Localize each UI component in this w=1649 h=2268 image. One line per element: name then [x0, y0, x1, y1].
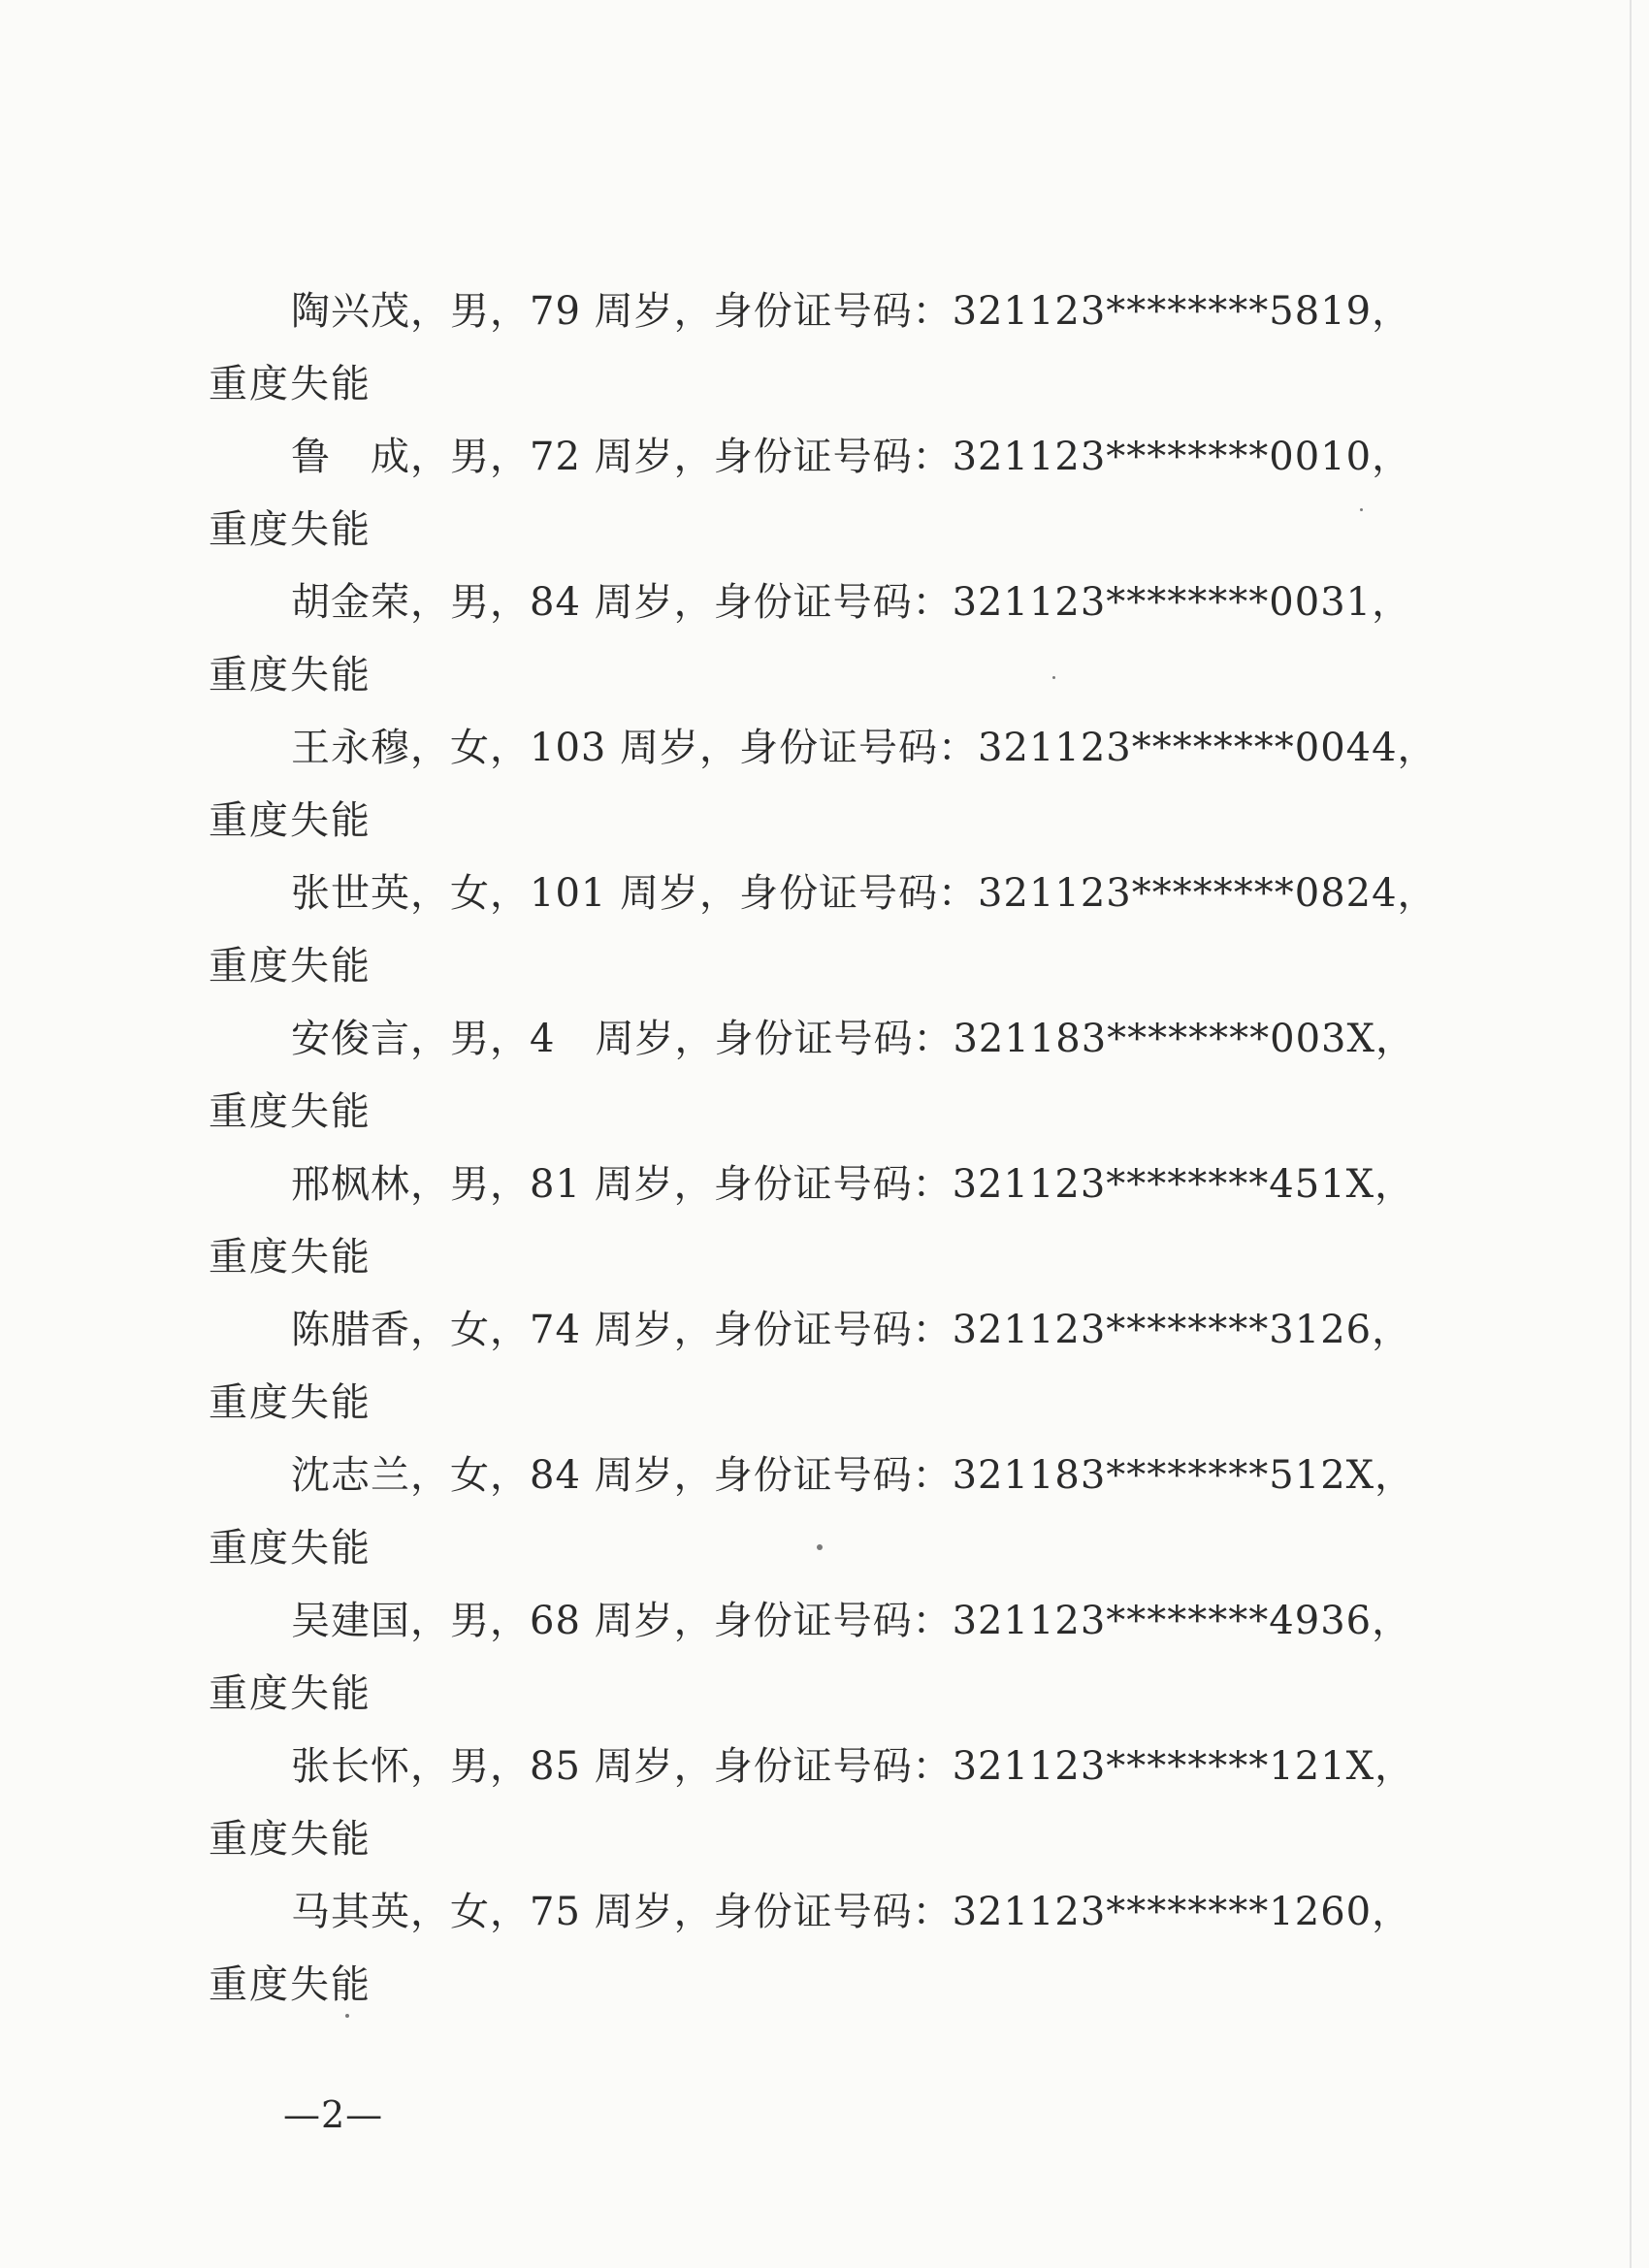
scan-speck [1052, 676, 1055, 679]
entry-status: 重度失能 [209, 1817, 372, 1862]
entry-status: 重度失能 [209, 1380, 372, 1425]
list-item [209, 1587, 1412, 1733]
entry-status: 重度失能 [209, 1962, 372, 2007]
entry-details: 张世英，女，101 周岁，身份证号码：321123********0824， [291, 871, 1438, 916]
list-item [209, 423, 1412, 568]
list-item [209, 1150, 1415, 1296]
entry-details: 鲁 成，男，72 周岁，身份证号码：321123********0010， [291, 435, 1412, 479]
entry-details: 安俊言，男，4 周岁，身份证号码：321183********003X， [291, 1017, 1415, 1061]
page-number: —2— [283, 2093, 384, 2136]
entry-details: 沈志兰，女，84 周岁，身份证号码：321183********512X， [291, 1453, 1415, 1498]
scan-edge [1630, 0, 1632, 2268]
list-item [209, 1878, 1412, 2024]
entry-status: 重度失能 [209, 1235, 372, 1280]
list-item [209, 859, 1438, 1005]
entry-details: 陶兴茂，男，79 周岁，身份证号码：321123********5819， [291, 289, 1412, 334]
entry-status: 重度失能 [209, 1671, 372, 1716]
entry-details: 陈腊香，女，74 周岁，身份证号码：321123********3126， [291, 1308, 1412, 1352]
entry-status: 重度失能 [209, 1089, 372, 1134]
entry-details: 胡金荣，男，84 周岁，身份证号码：321123********0031， [291, 580, 1412, 625]
entry-details: 吴建国，男，68 周岁，身份证号码：321123********4936， [291, 1599, 1412, 1643]
entry-details: 张长怀，男，85 周岁，身份证号码：321123********121X， [291, 1744, 1415, 1789]
entry-status: 重度失能 [209, 944, 372, 988]
list-item [209, 1442, 1415, 1587]
entry-status: 重度失能 [209, 507, 372, 552]
entry-details: 马其英，女，75 周岁，身份证号码：321123********1260， [291, 1890, 1412, 1934]
list-item [209, 1733, 1415, 1878]
entry-details: 王永穆，女，103 周岁，身份证号码：321123********0044， [291, 726, 1438, 770]
list-item [209, 1296, 1412, 1442]
list-item [209, 568, 1412, 714]
entry-details: 邢枫林，男，81 周岁，身份证号码：321123********451X， [291, 1162, 1415, 1207]
list-item [209, 1005, 1415, 1150]
list-item [209, 277, 1412, 423]
scan-speck [345, 2014, 349, 2018]
entry-list [209, 277, 1438, 2024]
scan-speck [817, 1544, 823, 1550]
entry-status: 重度失能 [209, 362, 372, 406]
list-item [209, 714, 1438, 859]
scan-speck [1360, 508, 1363, 511]
entry-status: 重度失能 [209, 798, 372, 843]
entry-status: 重度失能 [209, 653, 372, 697]
entry-status: 重度失能 [209, 1526, 372, 1571]
